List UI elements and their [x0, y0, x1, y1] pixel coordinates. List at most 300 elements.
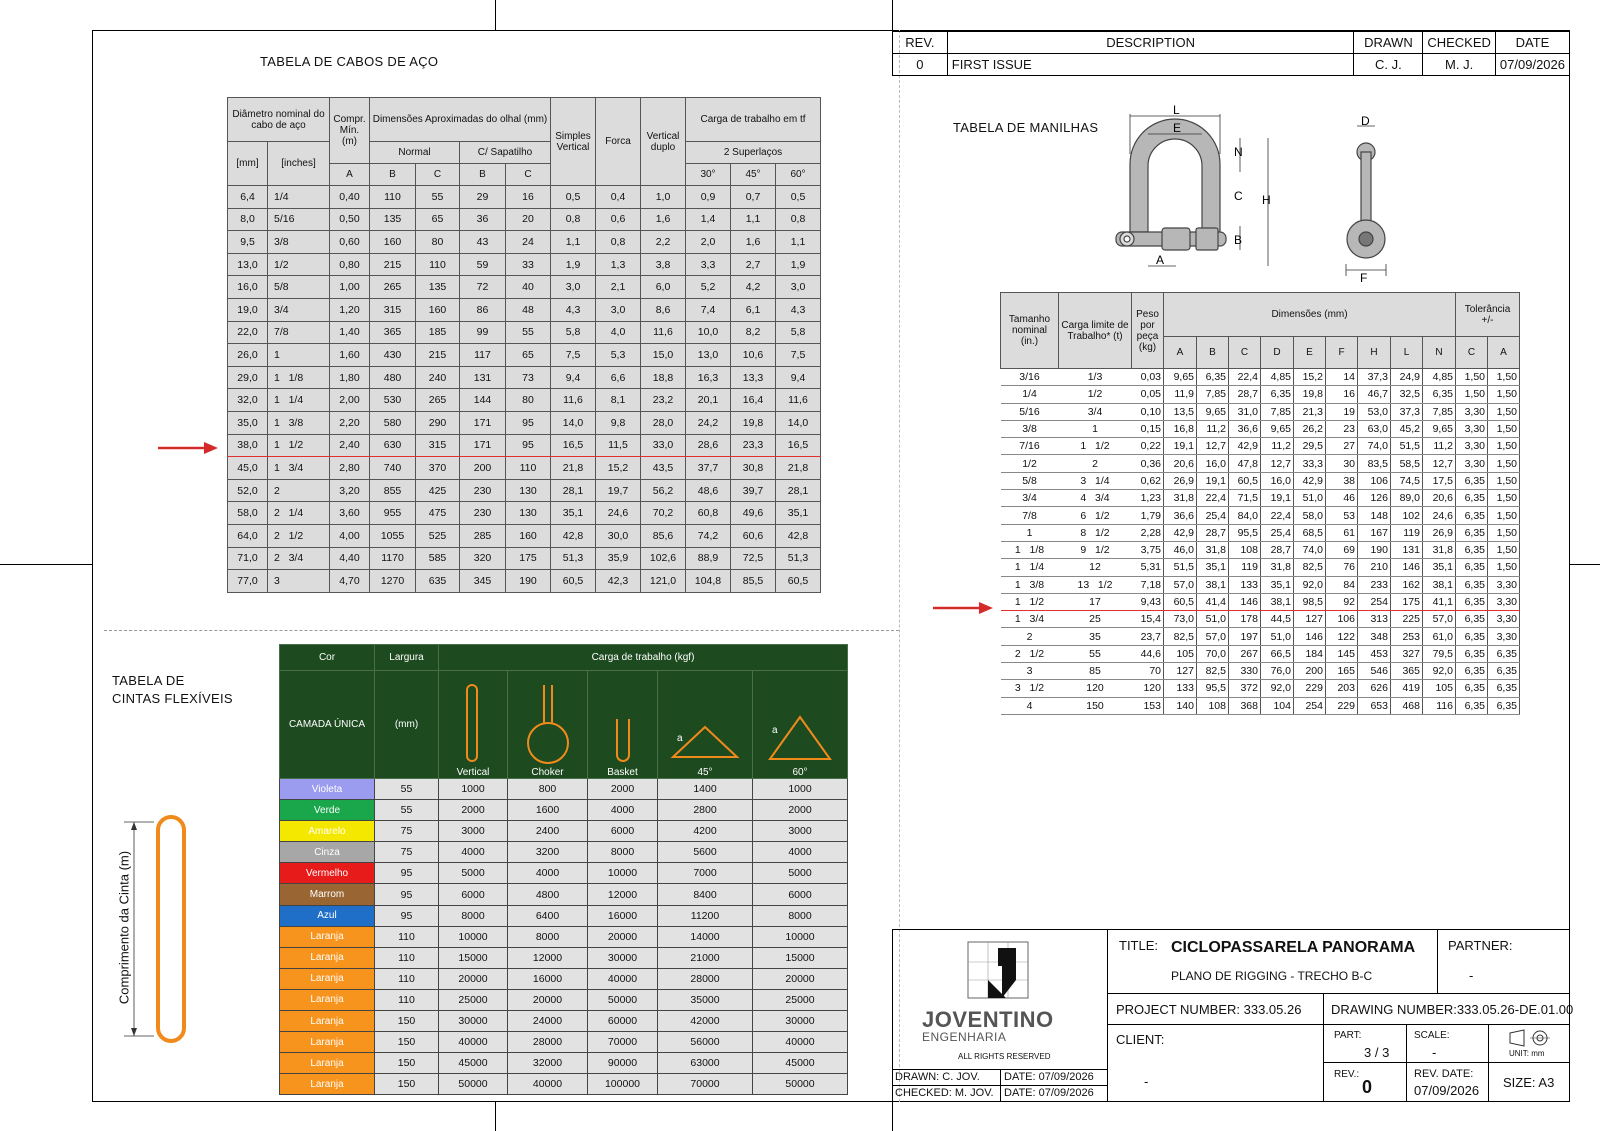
cabos-cell: 5/16 [268, 208, 330, 231]
manilhas-cell: 1 3/4 [1001, 611, 1059, 628]
manilhas-cell: 74,0 [1294, 541, 1326, 558]
cintas-largura-cell: 110 [375, 947, 439, 968]
manilhas-cell: 0,15 [1132, 420, 1164, 437]
manilhas-cell: 83,5 [1358, 455, 1391, 472]
cabos-cell: 1,9 [776, 253, 821, 276]
manilhas-cell: 4 [1001, 697, 1059, 714]
cabos-cell: 72 [460, 276, 506, 299]
manilhas-cell: 6,35 [1456, 524, 1488, 541]
cabos-cell: 28,0 [641, 411, 686, 434]
manilhas-cell: 92 [1326, 593, 1358, 610]
dim-h-label: H [1262, 193, 1271, 207]
cintas-title-2: CINTAS FLEXÍVEIS [112, 691, 233, 706]
project-number: PROJECT NUMBER: 333.05.26 [1116, 1002, 1302, 1017]
part-value: 3 / 3 [1364, 1045, 1390, 1060]
manilhas-cell: 2 [1001, 628, 1059, 645]
cintas-largura-cell: 150 [375, 1032, 439, 1053]
manilhas-cell: 7,85 [1423, 403, 1456, 420]
manilhas-cell: 12,7 [1197, 438, 1229, 455]
cabos-cell: 8,1 [596, 389, 641, 412]
cabos-cell: 52,0 [228, 479, 268, 502]
manilhas-cell: 6,35 [1456, 490, 1488, 507]
cabos-cell: 42,8 [776, 524, 821, 547]
cintas-largura-cell: 55 [375, 779, 439, 800]
manilhas-cell: 267 [1229, 645, 1261, 662]
sling-loop-icon [158, 817, 184, 1041]
projection-symbol-icon [1508, 1028, 1552, 1048]
manilhas-cell: 73,0 [1164, 611, 1197, 628]
cabos-row [228, 186, 821, 209]
cabos-cell: 65 [416, 208, 460, 231]
choker-hitch-icon [513, 679, 583, 767]
cabos-cell: 0,6 [596, 208, 641, 231]
cintas-load-cell: 20000 [439, 968, 508, 989]
manilhas-cell: 5/8 [1001, 472, 1059, 489]
cabos-cell: 215 [416, 344, 460, 367]
manilhas-cell: 44,6 [1132, 645, 1164, 662]
manilhas-row [1001, 369, 1520, 386]
cabos-row [228, 208, 821, 231]
cintas-row [280, 926, 848, 947]
manilhas-cell: 13,5 [1164, 403, 1197, 420]
manilhas-cell: 140 [1164, 697, 1197, 714]
cabos-cell: 144 [460, 389, 506, 412]
manilhas-cell: 82,5 [1197, 663, 1229, 680]
manilhas-cell: 3 [1001, 663, 1059, 680]
cintas-color-cell: Violeta [280, 779, 375, 800]
manilhas-cell: 106 [1326, 611, 1358, 628]
manilhas-cell: 7,18 [1132, 576, 1164, 593]
cintas-color-cell: Laranja [280, 1011, 375, 1032]
manilhas-cell: 1 [1059, 420, 1132, 437]
cabos-cell: 5,2 [686, 276, 731, 299]
cintas-row [280, 863, 848, 884]
cintas-largura-cell: 150 [375, 1011, 439, 1032]
cabos-cell: 11,5 [596, 434, 641, 457]
cabos-cell: 580 [370, 411, 416, 434]
cabos-cell: 4,00 [330, 524, 370, 547]
cabos-sub-b: B [370, 164, 416, 186]
manilhas-cell: 55 [1059, 645, 1132, 662]
cabos-cell: 36 [460, 208, 506, 231]
manilhas-cell: 7/16 [1001, 438, 1059, 455]
cabos-cell: 95 [506, 411, 551, 434]
cabos-cell: 29,0 [228, 366, 268, 389]
manilhas-cell: 0,03 [1132, 369, 1164, 386]
highlight-arrow-manilhas [931, 601, 995, 615]
manilhas-cell: 6,35 [1456, 680, 1488, 697]
manilhas-cell: 82,5 [1164, 628, 1197, 645]
cabos-cell: 24,2 [686, 411, 731, 434]
drawn-date: DATE: 07/09/2026 [1004, 1071, 1094, 1083]
cintas-load-cell: 4000 [588, 800, 658, 821]
cabos-cell: 26,0 [228, 344, 268, 367]
manilhas-dim-header: H [1358, 337, 1391, 369]
manilhas-cell: 7,85 [1197, 386, 1229, 403]
cabos-cell: 55 [506, 321, 551, 344]
manilhas-row [1001, 593, 1520, 610]
cintas-h-carga: Carga de trabalho (kgf) [439, 645, 848, 671]
manilhas-cell: 25 [1059, 611, 1132, 628]
cabos-cell: 425 [416, 479, 460, 502]
manilhas-cell: 133 [1229, 576, 1261, 593]
description-header: DESCRIPTION [947, 32, 1354, 54]
cabos-cell: 39,7 [731, 479, 776, 502]
cabos-cell: 74,2 [686, 524, 731, 547]
cabos-cell: 35,0 [228, 411, 268, 434]
cabos-cell: 175 [506, 547, 551, 570]
cabos-cell: 1 [268, 344, 330, 367]
cabos-cell: 20 [506, 208, 551, 231]
manilhas-cell: 105 [1423, 680, 1456, 697]
manilhas-cell: 1,50 [1488, 524, 1520, 541]
cabos-cell: 10,6 [731, 344, 776, 367]
manilhas-cell: 1 1/4 [1001, 559, 1059, 576]
manilhas-cell: 3,30 [1456, 438, 1488, 455]
manilhas-cell: 57,0 [1164, 576, 1197, 593]
manilhas-row [1001, 611, 1520, 628]
cabos-cell: 215 [370, 253, 416, 276]
cabos-cell: 0,9 [686, 186, 731, 209]
cabos-cell: 42,8 [551, 524, 596, 547]
manilhas-cell: 82,5 [1294, 559, 1326, 576]
manilhas-cell: 12,7 [1261, 455, 1294, 472]
manilhas-cell: 3/16 [1001, 369, 1059, 386]
manilhas-cell: 1,50 [1456, 369, 1488, 386]
cabos-cell: 1,1 [731, 208, 776, 231]
manilhas-dim-header: C [1229, 337, 1261, 369]
cabos-cell: 30,0 [596, 524, 641, 547]
manilhas-cell: 7/8 [1001, 507, 1059, 524]
cabos-cell: 29 [460, 186, 506, 209]
manilhas-cell: 6,35 [1456, 541, 1488, 558]
manilhas-cell: 3,30 [1456, 420, 1488, 437]
manilhas-cell: 76 [1326, 559, 1358, 576]
manilhas-cell: 1,79 [1132, 507, 1164, 524]
cabos-cell: 85,6 [641, 524, 686, 547]
manilhas-cell: 4,85 [1261, 369, 1294, 386]
cintas-load-cell: 30000 [753, 1011, 848, 1032]
cabos-h-compr: Compr. Mín. (m) [330, 98, 370, 164]
manilhas-cell: 11,9 [1164, 386, 1197, 403]
cabos-cell: 19,7 [596, 479, 641, 502]
manilhas-cell: 38,1 [1423, 576, 1456, 593]
drawn-by: DRAWN: C. JOV. [895, 1071, 980, 1083]
manilhas-cell: 6,35 [1456, 559, 1488, 576]
cabos-cell: 7/8 [268, 321, 330, 344]
manilhas-cell: 1,50 [1488, 472, 1520, 489]
manilhas-cell: 6,35 [1456, 645, 1488, 662]
cabos-cell: 2,80 [330, 457, 370, 480]
cabos-cell: 13,3 [731, 366, 776, 389]
scale-value: - [1432, 1045, 1437, 1060]
manilhas-cell: 36,6 [1164, 507, 1197, 524]
cintas-load-cell: 45000 [753, 1053, 848, 1074]
cabos-row [228, 479, 821, 502]
manilhas-cell: 1,50 [1488, 507, 1520, 524]
cabos-cell: 1,1 [551, 231, 596, 254]
manilhas-cell: 104 [1261, 697, 1294, 714]
cabos-cell: 240 [416, 366, 460, 389]
manilhas-row [1001, 663, 1520, 680]
manilhas-cell: 29,5 [1294, 438, 1326, 455]
manilhas-cell: 348 [1358, 628, 1391, 645]
cabos-cell: 37,7 [686, 457, 731, 480]
manilhas-cell: 31,8 [1197, 541, 1229, 558]
manilhas-cell: 3/4 [1059, 403, 1132, 420]
cabos-cell: 28,1 [776, 479, 821, 502]
cabos-cell: 430 [370, 344, 416, 367]
rights-text: ALL RIGHTS RESERVED [958, 1052, 1051, 1061]
cintas-load-cell: 3000 [753, 821, 848, 842]
checked-value: M. J. [1423, 54, 1496, 76]
manilhas-cell: 46 [1326, 490, 1358, 507]
manilhas-cell: 372 [1229, 680, 1261, 697]
manilhas-row [1001, 507, 1520, 524]
cintas-row [280, 1053, 848, 1074]
cintas-largura-cell: 110 [375, 989, 439, 1010]
cabos-cell: 160 [506, 524, 551, 547]
manilhas-cell: 3/8 [1001, 420, 1059, 437]
cintas-load-cell: 2000 [439, 800, 508, 821]
cabos-cell: 525 [416, 524, 460, 547]
cintas-load-cell: 24000 [508, 1011, 588, 1032]
cabos-cell: 0,50 [330, 208, 370, 231]
manilhas-cell: 116 [1423, 697, 1456, 714]
cabos-cell: 0,5 [776, 186, 821, 209]
cintas-largura-cell: 95 [375, 905, 439, 926]
manilhas-cell: 2 [1059, 455, 1132, 472]
manilhas-cell: 44,5 [1261, 611, 1294, 628]
cabos-cell: 1 3/4 [268, 457, 330, 480]
manilhas-cell: 365 [1391, 663, 1423, 680]
manilhas-cell: 51,0 [1261, 628, 1294, 645]
manilhas-cell: 3/4 [1001, 490, 1059, 507]
manilhas-cell: 14 [1326, 369, 1358, 386]
cintas-row [280, 968, 848, 989]
cintas-load-cell: 20000 [508, 989, 588, 1010]
cintas-table [279, 644, 848, 1095]
cintas-h-largura: Largura [375, 645, 439, 671]
cabos-cell: 5/8 [268, 276, 330, 299]
cabos-cell: 7,5 [551, 344, 596, 367]
cintas-color-cell: Vermelho [280, 863, 375, 884]
manilhas-cell: 60,5 [1164, 593, 1197, 610]
cabos-h-mm: [mm] [228, 142, 268, 186]
cabos-row [228, 457, 821, 480]
manilhas-cell: 16 [1326, 386, 1358, 403]
cintas-load-cell: 4800 [508, 884, 588, 905]
manilhas-row [1001, 524, 1520, 541]
cabos-cell: 70,2 [641, 502, 686, 525]
cabos-cell: 48,6 [686, 479, 731, 502]
cabos-cell: 21,8 [776, 457, 821, 480]
partner-label: PARTNER: [1448, 938, 1513, 953]
cintas-load-cell: 35000 [658, 989, 753, 1010]
cabos-cell: 72,5 [731, 547, 776, 570]
cintas-largura-cell: 75 [375, 842, 439, 863]
cabos-cell: 16,5 [551, 434, 596, 457]
manilhas-row [1001, 420, 1520, 437]
manilhas-cell: 2,28 [1132, 524, 1164, 541]
manilhas-cell: 35,1 [1423, 559, 1456, 576]
manilhas-cell: 51,5 [1164, 559, 1197, 576]
cabos-cell: 190 [506, 570, 551, 593]
cintas-load-cell: 1000 [753, 779, 848, 800]
drawing-title: CICLOPASSARELA PANORAMA [1171, 939, 1416, 956]
cabos-cell: 315 [416, 434, 460, 457]
cabos-row [228, 570, 821, 593]
shackle-diagram [1110, 104, 1410, 284]
cabos-cell: 2,7 [731, 253, 776, 276]
manilhas-cell: 127 [1164, 663, 1197, 680]
cintas-row [280, 1074, 848, 1095]
manilhas-cell: 47,8 [1229, 455, 1261, 472]
cintas-color-cell: Verde [280, 800, 375, 821]
manilhas-cell: 28,7 [1261, 541, 1294, 558]
cabos-cell: 3,3 [686, 253, 731, 276]
cabos-cell: 1 1/8 [268, 366, 330, 389]
title-label: TITLE: [1119, 938, 1159, 953]
cintas-load-cell: 63000 [658, 1053, 753, 1074]
cabos-sub-b2: B [460, 164, 506, 186]
manilhas-cell: 8 1/2 [1059, 524, 1132, 541]
cabos-cell: 2 1/4 [268, 502, 330, 525]
cintas-load-cell: 70000 [658, 1074, 753, 1095]
cabos-cell: 32,0 [228, 389, 268, 412]
manilhas-table [1000, 292, 1520, 715]
cintas-load-cell: 40000 [439, 1032, 508, 1053]
manilhas-cell: 12,7 [1423, 455, 1456, 472]
manilhas-cell: 53,0 [1358, 403, 1391, 420]
description-value: FIRST ISSUE [947, 54, 1354, 76]
manilhas-cell: 19 [1326, 403, 1358, 420]
cintas-load-cell: 50000 [588, 989, 658, 1010]
cabos-cell: 11,6 [551, 389, 596, 412]
cintas-color-cell: Laranja [280, 989, 375, 1010]
cabos-cell: 171 [460, 434, 506, 457]
manilhas-row [1001, 680, 1520, 697]
manilhas-cell: 17,5 [1423, 472, 1456, 489]
cabos-cell: 160 [370, 231, 416, 254]
manilhas-cell: 1,50 [1488, 438, 1520, 455]
cabos-cell: 2,40 [330, 434, 370, 457]
cabos-cell: 315 [370, 298, 416, 321]
manilhas-cell: 1/3 [1059, 369, 1132, 386]
cintas-load-cell: 1600 [508, 800, 588, 821]
manilhas-cell: 3,75 [1132, 541, 1164, 558]
manilhas-cell: 165 [1326, 663, 1358, 680]
cabos-row [228, 547, 821, 570]
cintas-row [280, 779, 848, 800]
manilhas-cell: 1,50 [1488, 369, 1520, 386]
manilhas-cell: 92,0 [1423, 663, 1456, 680]
manilhas-cell: 25,4 [1261, 524, 1294, 541]
cintas-load-cell: 3000 [439, 821, 508, 842]
cabos-cell: 630 [370, 434, 416, 457]
manilhas-cell: 42,9 [1229, 438, 1261, 455]
hitch-60 [753, 671, 848, 779]
manilhas-cell: 1 [1001, 524, 1059, 541]
cintas-largura-cell: 95 [375, 863, 439, 884]
cintas-load-cell: 14000 [658, 926, 753, 947]
manilhas-cell: 3,30 [1488, 628, 1520, 645]
manilhas-cell: 15,2 [1294, 369, 1326, 386]
cabos-cell: 1/2 [268, 253, 330, 276]
cintas-load-cell: 10000 [588, 863, 658, 884]
cabos-cell: 110 [416, 253, 460, 276]
date-header: DATE [1495, 32, 1569, 54]
manilhas-cell: 37,3 [1358, 369, 1391, 386]
cabos-cell: 7,5 [776, 344, 821, 367]
cintas-color-cell: Laranja [280, 1032, 375, 1053]
manilhas-cell: 133 [1164, 680, 1197, 697]
dim-b-label: B [1234, 233, 1243, 247]
manilhas-cell: 23,7 [1132, 628, 1164, 645]
cintas-load-cell: 8000 [508, 926, 588, 947]
cintas-row [280, 989, 848, 1010]
manilhas-cell: 122 [1326, 628, 1358, 645]
cabos-cell: 8,6 [641, 298, 686, 321]
cabos-cell: 2 1/2 [268, 524, 330, 547]
manilhas-cell: 225 [1391, 611, 1423, 628]
cabos-cell: 30,8 [731, 457, 776, 480]
manilhas-cell: 9 1/2 [1059, 541, 1132, 558]
manilhas-cell: 22,4 [1197, 490, 1229, 507]
manilhas-cell: 254 [1294, 697, 1326, 714]
cabos-cell: 4,40 [330, 547, 370, 570]
manilhas-cell: 84,0 [1229, 507, 1261, 524]
hitch-45 [658, 671, 753, 779]
cintas-load-cell: 6000 [753, 884, 848, 905]
cabos-cell: 99 [460, 321, 506, 344]
manilhas-cell: 89,0 [1391, 490, 1423, 507]
manilhas-cell: 35 [1059, 628, 1132, 645]
cabos-cell: 18,8 [641, 366, 686, 389]
manilhas-title: TABELA DE MANILHAS [953, 120, 1099, 135]
manilhas-cell: 6,35 [1488, 680, 1520, 697]
cabos-cell: 3,0 [776, 276, 821, 299]
cabos-cell: 135 [416, 276, 460, 299]
manilhas-cell: 468 [1391, 697, 1423, 714]
cintas-load-cell: 1000 [439, 779, 508, 800]
manilhas-row [1001, 541, 1520, 558]
cabos-cell: 6,6 [596, 366, 641, 389]
company-name: JOVENTINO [922, 1007, 1054, 1032]
manilhas-cell: 70,0 [1197, 645, 1229, 662]
cintas-load-cell: 15000 [753, 947, 848, 968]
manilhas-cell: 102 [1391, 507, 1423, 524]
hitch-45-label: 45° [697, 767, 713, 778]
cabos-table [227, 97, 821, 593]
manilhas-cell: 1,50 [1488, 455, 1520, 472]
manilhas-cell: 108 [1197, 697, 1229, 714]
manilhas-cell: 66,5 [1261, 645, 1294, 662]
cabos-cell: 21,8 [551, 457, 596, 480]
cabos-cell: 2 [268, 479, 330, 502]
manilhas-cell: 1,50 [1488, 541, 1520, 558]
cintas-load-cell: 8000 [439, 905, 508, 926]
vertical-hitch-icon [443, 679, 503, 767]
cabos-cell: 1,60 [330, 344, 370, 367]
cabos-row [228, 411, 821, 434]
manilhas-cell: 1,50 [1488, 403, 1520, 420]
manilhas-h-tamanho: Tamanho nominal (in.) [1001, 293, 1059, 369]
manilhas-cell: 162 [1391, 576, 1423, 593]
manilhas-cell: 26,9 [1164, 472, 1197, 489]
manilhas-cell: 21,3 [1294, 403, 1326, 420]
manilhas-cell: 45,2 [1391, 420, 1423, 437]
